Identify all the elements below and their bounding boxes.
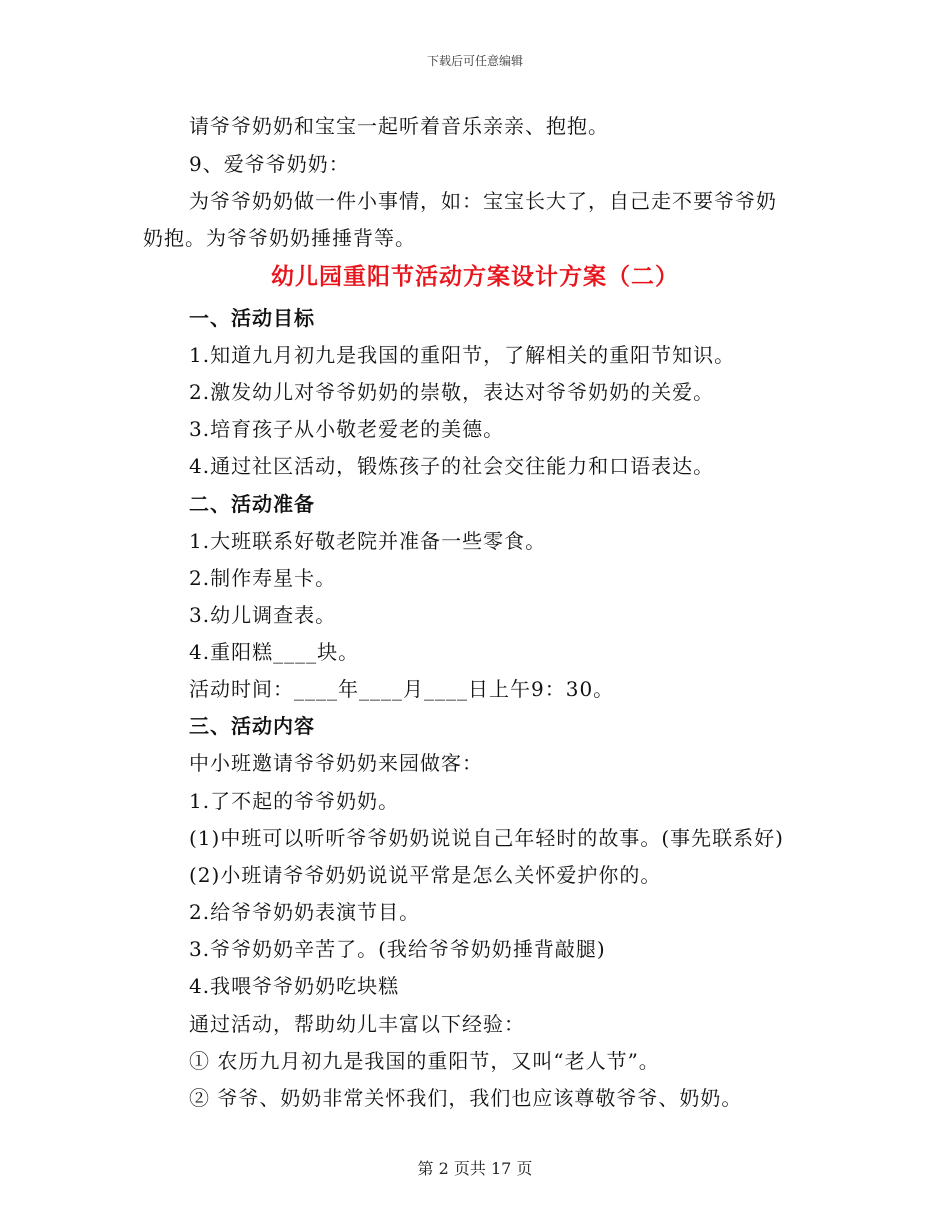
list-item: 2.给爷爷奶奶表演节目。 <box>189 900 421 924</box>
section-heading-goals: 一、活动目标 <box>189 306 315 330</box>
paragraph-line: 为爷爷奶奶做一件小事情，如：宝宝长大了，自己走不要爷爷奶 <box>189 189 777 213</box>
list-item: 1.大班联系好敬老院并准备一些零食。 <box>189 529 547 553</box>
document-title: 幼儿园重阳节活动方案设计方案（二） <box>271 264 679 290</box>
paragraph-line: 奶抱。为爷爷奶奶捶捶背等。 <box>143 226 416 250</box>
experience-item: ① 农历九月初九是我国的重阳节，又叫“老人节”。 <box>189 1049 660 1073</box>
list-item: (2)小班请爷爷奶奶说说平常是怎么关怀爱护你的。 <box>189 863 662 887</box>
list-item: 1.知道九月初九是我国的重阳节，了解相关的重阳节知识。 <box>189 343 736 367</box>
page-footer: 第 2 页共 17 页 <box>417 1159 533 1178</box>
page-header: 下载后可任意编辑 <box>426 54 523 68</box>
list-item: 2.激发幼儿对爷爷奶奶的崇敬，表达对爷爷奶奶的关爱。 <box>189 380 715 404</box>
section-heading-preparation: 二、活动准备 <box>189 492 315 516</box>
paragraph-line: 请爷爷奶奶和宝宝一起听着音乐亲亲、抱抱。 <box>189 114 609 138</box>
section-heading-content: 三、活动内容 <box>189 714 315 738</box>
experience-item: ② 爷爷、奶奶非常关怀我们，我们也应该尊敬爷爷、奶奶。 <box>189 1086 743 1110</box>
list-item: 4.重阳糕____块。 <box>189 640 360 664</box>
content-intro: 中小班邀请爷爷奶奶来园做客： <box>189 751 483 775</box>
list-item: 3.培育孩子从小敬老爱老的美德。 <box>189 417 505 441</box>
list-item: 1.了不起的爷爷奶奶。 <box>189 789 400 813</box>
list-item: 2.制作寿星卡。 <box>189 566 337 590</box>
experience-intro: 通过活动，帮助幼儿丰富以下经验： <box>189 1012 525 1036</box>
item-9-title: 9、爱爷爷奶奶： <box>189 152 350 176</box>
activity-time: 活动时间：____年____月____日上午9：30。 <box>189 677 615 701</box>
list-item: 4.我喂爷爷奶奶吃块糕 <box>189 974 400 998</box>
list-item: 3.爷爷奶奶辛苦了。(我给爷爷奶奶捶背敲腿) <box>189 937 606 961</box>
list-item: (1)中班可以听听爷爷奶奶说说自己年轻时的故事。(事先联系好) <box>189 826 784 850</box>
list-item: 4.通过社区活动，锻炼孩子的社会交往能力和口语表达。 <box>189 454 715 478</box>
list-item: 3.幼儿调查表。 <box>189 603 337 627</box>
